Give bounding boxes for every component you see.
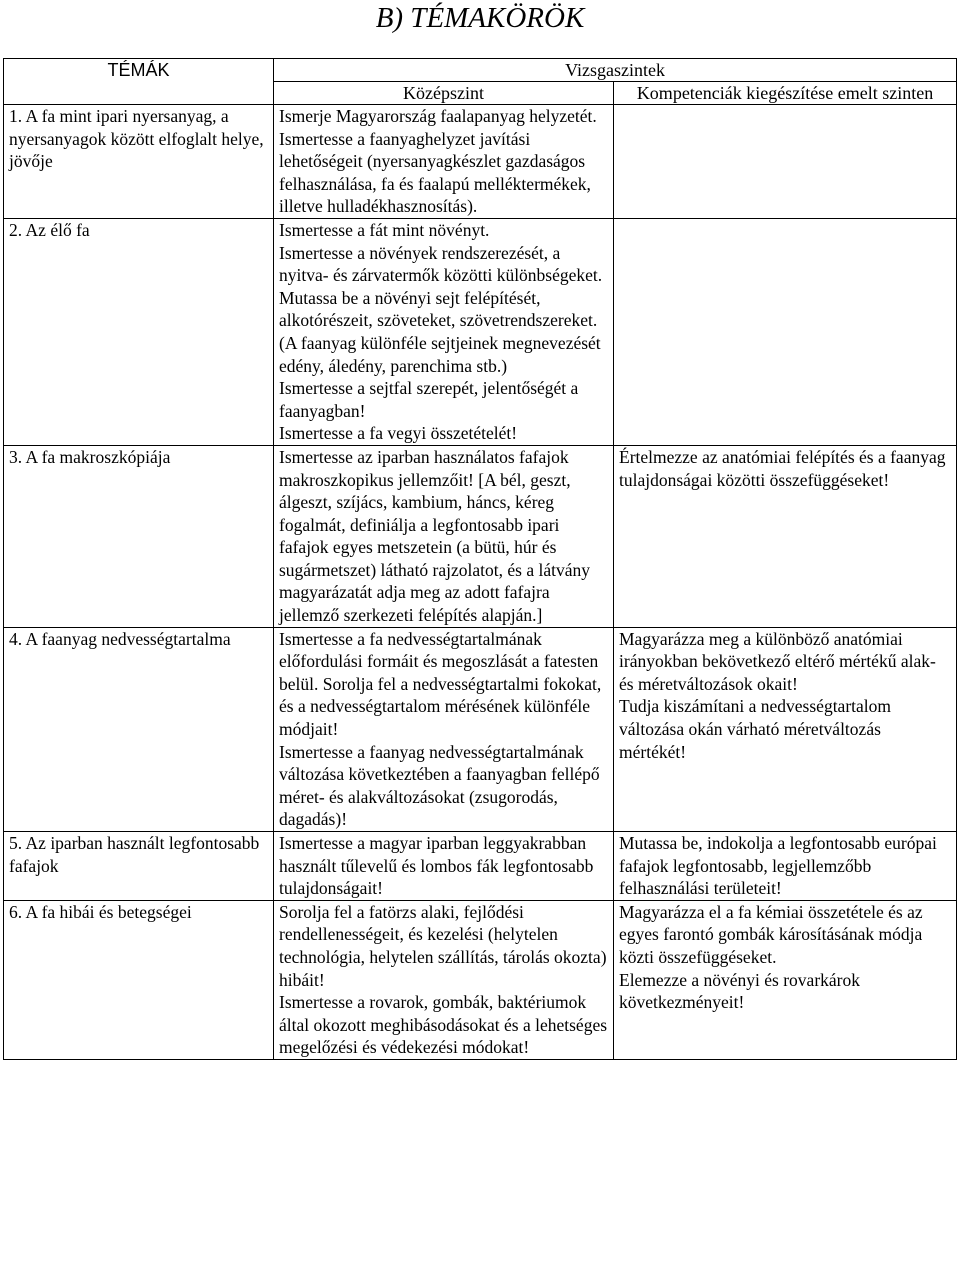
topic-text: 3. A fa makroszkópiája (9, 446, 171, 467)
topic-text: 2. Az élő fa (9, 219, 90, 240)
advanced-item: Magyarázza el a fa kémiai összetétele és az egyes farontó gombák károsításának módja közti összefüggéseket. (619, 901, 923, 967)
middle-item: Ismerje Magyarország faalapanyag helyzetét. (279, 106, 597, 126)
middle-item: Mutassa be a növényi sejt felépítését, alkotórészeit, szöveteket, szövetrendszereket. (A faanyag különféle sejtjeinek megnevezését edény, áledény, parenchima stb.) (279, 287, 601, 376)
topic-text: 5. Az iparban használt legfontosabb fafajok (9, 833, 260, 876)
table-row (4, 832, 957, 901)
topic-cell (4, 445, 274, 627)
middle-item: Ismertesse az iparban használatos fafajok makroszkopikus jellemzőit! [A bél, geszt, álgeszt, szíjács, kambium, háncs, kéreg fogalmát, definiálja a legfontosabb ipari fafajok egyes metszetein (a bütü, húr és sugármetszet) látható rajzolatot, és a látvány magyarázatát adja meg az adott fafajra jellemző szerkezeti felépítés alapján.] (279, 446, 590, 626)
middle-item: Ismertesse a fa nedvességtartalmának előfordulási formáit és megoszlását a fatesten belül. Sorolja fel a nedvességtartalmi fokokat, és a nedvességtartalom mérésének különféle módjait! (279, 628, 602, 740)
advanced-level-cell (614, 832, 957, 901)
middle-level-cell (274, 900, 614, 1059)
topic-text: 4. A faanyag nedvességtartalma (9, 628, 231, 649)
middle-level-cell (274, 105, 614, 219)
topic-cell (4, 105, 274, 219)
advanced-level-cell (614, 627, 957, 831)
advanced-level-cell (614, 105, 957, 219)
middle-level-cell (274, 832, 614, 901)
table-row (4, 105, 957, 219)
middle-item: Sorolja fel a fatörzs alaki, fejlődési rendellenességeit, és kezelési (helytelen technológia, helytelen szállítás, tárolás okozta) hibáit! (279, 901, 607, 990)
advanced-level-cell (614, 218, 957, 445)
topic-cell (4, 832, 274, 901)
advanced-item: Magyarázza meg a különböző anatómiai irányokban bekövetkező eltérő mértékű alak- és méretváltozások okait! (619, 628, 936, 694)
advanced-item: Mutassa be, indokolja a legfontosabb európai fafajok legfontosabb, legjellemzőbb felhasználási területeit! (619, 833, 937, 899)
table-row (4, 218, 957, 445)
topic-cell (4, 627, 274, 831)
header-exam-levels: Vizsgaszintek (274, 59, 957, 82)
header-advanced-level: Kompetenciák kiegészítése emelt szinten (614, 82, 957, 105)
middle-level-cell (274, 627, 614, 831)
middle-item: Ismertesse a sejtfal szerepét, jelentőségét a faanyagban! (279, 378, 579, 421)
middle-level-cell (274, 218, 614, 445)
header-topics: TÉMÁK (4, 59, 274, 105)
table-row (4, 627, 957, 831)
topic-cell (4, 900, 274, 1059)
topic-text: 1. A fa mint ipari nyersanyag, a nyersanyagok között elfoglalt helye, jövője (9, 106, 264, 172)
middle-item: Ismertesse a faanyag nedvességtartalmának változása következtében a faanyagban fellépő méret- és alakváltozásokat (zsugorodás, dagadás)! (279, 741, 600, 830)
middle-level-cell (274, 445, 614, 627)
advanced-level-cell (614, 445, 957, 627)
page-title: B) TÉMAKÖRÖK (375, 2, 585, 34)
middle-item: Ismertesse a fa vegyi összetételét! (279, 423, 518, 444)
topic-text: 6. A fa hibái és betegségei (9, 901, 192, 922)
middle-item: Ismertesse a faanyaghelyzet javítási lehetőségeit (nyersanyagkészlet gazdaságos felhasználása, fa és faalapú melléktermékek, illetve hulladékhasznosítás). (279, 128, 591, 217)
advanced-item: Elemezze a növényi és rovarkárok következményeit! (619, 969, 860, 1013)
middle-item: Ismertesse a magyar iparban leggyakrabban használt tűlevelű és lombos fák legfontosabb tulajdonságait! (279, 833, 594, 899)
middle-item: Ismertesse a fát mint növényt. (279, 219, 490, 240)
middle-item: Ismertesse a növények rendszerezését, a nyitva- és zárvatermők közötti különbségeket. (279, 242, 603, 286)
advanced-item: Értelmezze az anatómiai felépítés és a faanyag tulajdonságai közötti összefüggéseket! (619, 446, 946, 490)
table-row (4, 445, 957, 627)
topic-cell (4, 218, 274, 445)
advanced-level-cell (614, 900, 957, 1059)
header-middle-level: Középszint (274, 82, 614, 105)
topics-table (3, 58, 957, 1060)
middle-item: Ismertesse a rovarok, gombák, baktériumok által okozott meghibásodásokat és a lehetséges megelőzési és védekezési módokat! (279, 992, 608, 1058)
table-row (4, 900, 957, 1059)
advanced-item: Tudja kiszámítani a nedvességtartalom változása okán várható méretváltozás mértékét! (619, 696, 892, 762)
